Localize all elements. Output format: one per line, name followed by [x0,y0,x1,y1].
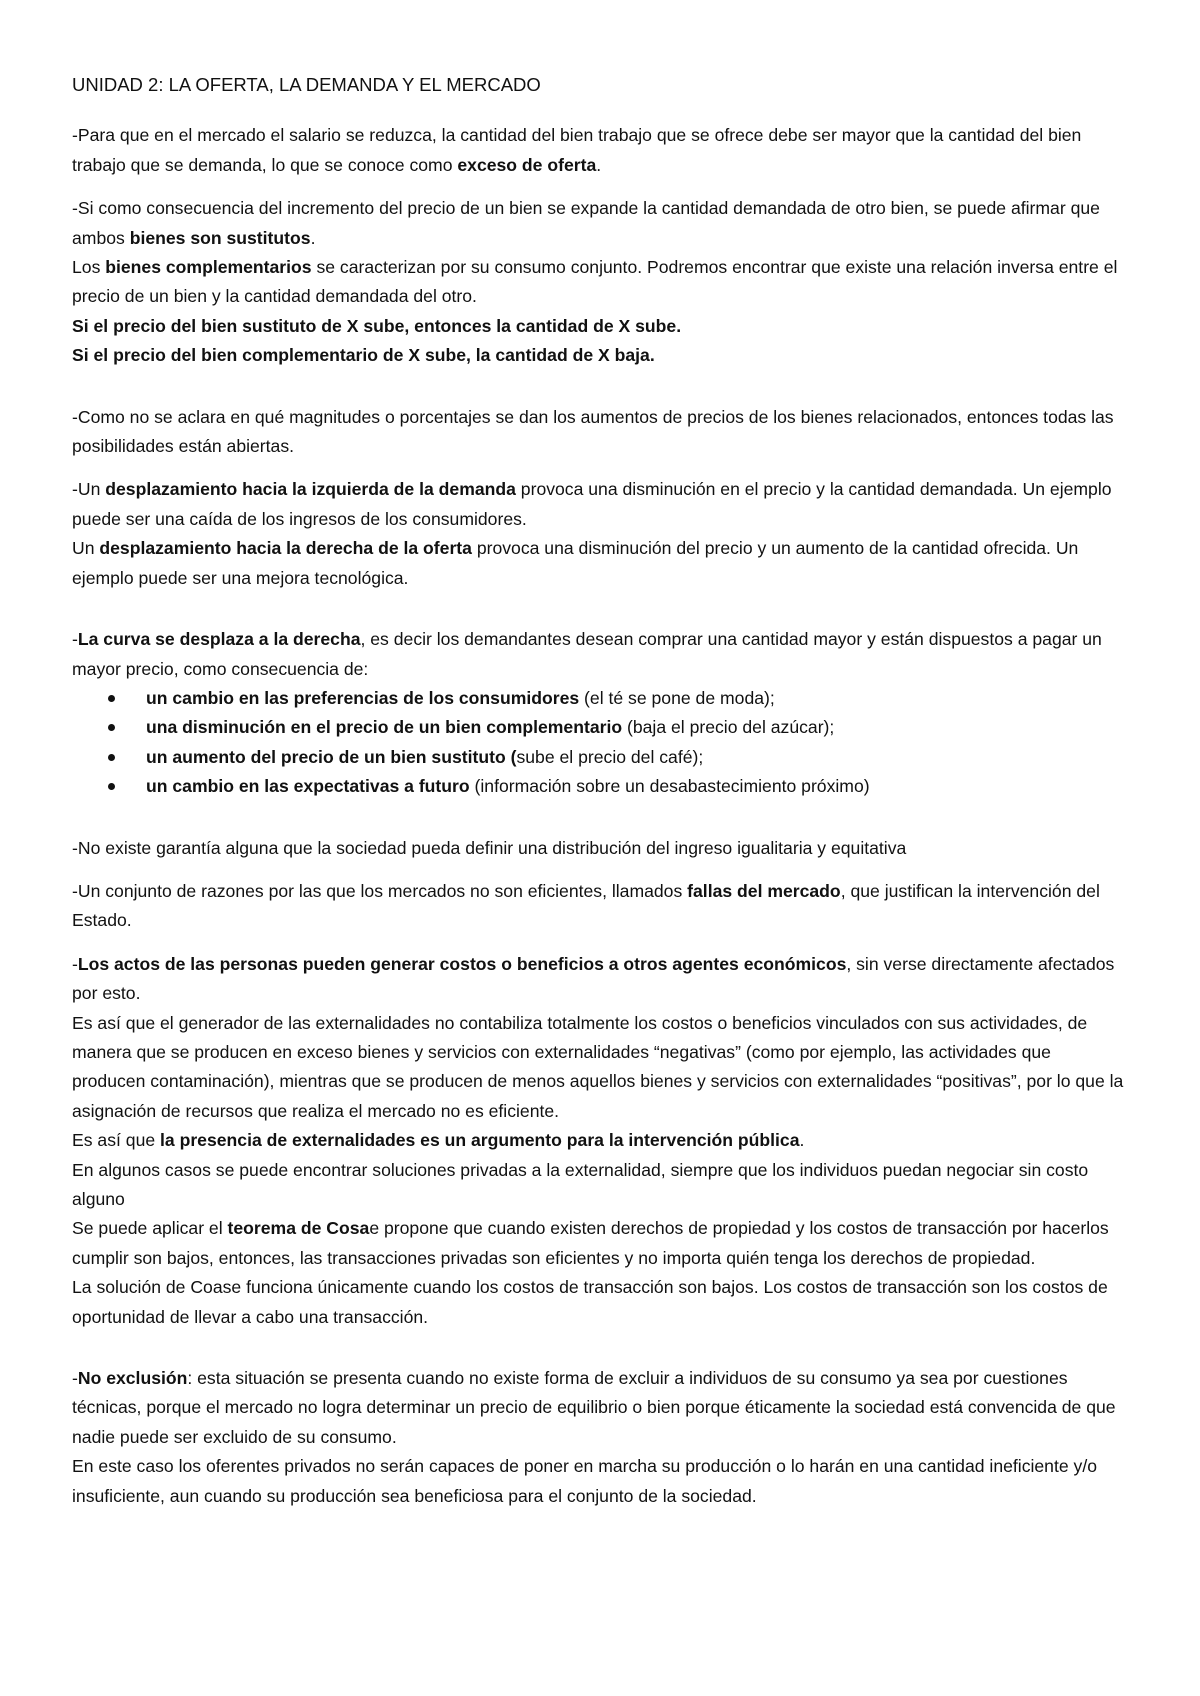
bold-term: un cambio en las preferencias de los consumidores [146,687,580,708]
bold-term: la presencia de externalidades es un argumento para la intervención pública [160,1130,800,1151]
text: - [72,953,78,974]
paragraph-intervencion-publica [72,1126,1128,1155]
paragraph-soluciones-privadas: En algunos casos se puede encontrar soluciones privadas a la externalidad, siempre que los individuos puedan negociar sin costo alguno [72,1159,1089,1209]
paragraph-complementarios [72,253,1128,312]
list-item [72,743,1128,772]
document-body [72,70,1128,1511]
paragraph-generador-externalidades: Es así que el generador de las externalidades no contabiliza totalmente los costos o beneficios vinculados con sus actividades, de manera que se producen en exceso bienes y servicios con externalidades “negativas” (como por ejemplo, las actividades que producen contaminación), mientras que se producen de menos aquellos bienes y servicios con externalidades “positivas”, por lo que la asignación de recursos que realiza el mercado no es eficiente. [72,1012,1124,1121]
paragraph-externalidades [72,950,1128,1009]
paragraph-no-exclusion [72,1364,1128,1452]
text: provoca una disminución en el precio y la cantidad demandada. Un ejemplo puede ser una caída de los ingresos de los consumidores. [72,479,1112,529]
bold-term: un aumento del precio de un bien sustituto ( [146,746,517,767]
list-item [72,684,1128,713]
bold-term: desplazamiento hacia la izquierda de la demanda [105,479,516,500]
text: . [310,227,316,248]
text: . [596,154,602,175]
bold-term: bienes complementarios [105,257,312,278]
bullet-list [72,684,1128,802]
bold-term: un cambio en las expectativas a futuro [146,776,470,797]
bold-term: La curva se desplaza a la derecha [77,629,361,650]
paragraph-desplazamiento-demanda [72,475,1128,534]
text: -Un [72,479,106,500]
paragraph-fallas-mercado [72,877,1128,936]
text: sube el precio del café); [516,746,704,767]
text: (información sobre un desabastecimiento próximo) [469,776,870,797]
text: Se puede aplicar el [72,1218,228,1239]
rule-complementario: Si el precio del bien complementario de X sube, la cantidad de X baja. [72,345,655,366]
bold-term: No exclusión [77,1368,188,1389]
paragraph-desplazamiento-oferta [72,534,1128,593]
bullet-icon [108,724,115,731]
text: . [799,1130,805,1151]
text: Es así que [72,1130,161,1151]
text: Un [72,538,100,559]
paragraph-solucion-coase: La solución de Coase funciona únicamente cuando los costos de transacción son bajos. Los costos de transacción son los costos de oportunidad de llevar a cabo una transacción. [72,1277,1108,1327]
bullet-icon [108,783,115,790]
bold-term: una disminución en el precio de un bien complementario [146,717,623,738]
bold-term: bienes son sustitutos [129,227,311,248]
paragraph-curva-derecha [72,625,1128,684]
paragraph-oferentes-privados: En este caso los oferentes privados no serán capaces de poner en marcha su producción o lo harán en una cantidad ineficiente y/o insuficiente, aun cuando su producción sea beneficiosa para el conjunto de la sociedad. [72,1456,1097,1506]
bullet-icon [108,695,115,702]
paragraph-teorema-coase [72,1214,1128,1273]
text: - [72,1368,78,1389]
text: e propone que cuando existen derechos de propiedad y los costos de transacción por hacerlos cumplir son bajos, entonces, las transacciones privadas son eficientes y no importa quién tenga los derechos de propiedad. [72,1218,1109,1268]
text: provoca una disminución del precio y un aumento de la cantidad ofrecida. Un ejemplo puede ser una mejora tecnológica. [72,538,1079,588]
bold-term: fallas del mercado [687,880,841,901]
paragraph-magnitudes: -Como no se aclara en qué magnitudes o porcentajes se dan los aumentos de precios de los bienes relacionados, entonces todas las posibilidades están abiertas. [72,406,1114,457]
paragraph-sustitutos [72,194,1128,253]
text: -Un conjunto de razones por las que los mercados no son eficientes, llamados [72,880,688,901]
bold-term: teorema de Cosa [227,1218,370,1239]
bold-term: desplazamiento hacia la derecha de la oferta [99,538,472,559]
text: , sin verse directamente afectados por esto. [72,953,1115,1004]
bullet-icon [108,754,115,761]
text: - [72,629,78,650]
bold-term: exceso de oferta [457,154,597,175]
text: , que justifican la intervención del Estado. [72,880,1100,931]
text: -Para que en el mercado el salario se reduzca, la cantidad del bien trabajo que se ofrece debe ser mayor que la cantidad del bien trabajo que se demanda, lo que se conoce como [72,125,1082,175]
paragraph-garantia: -No existe garantía alguna que la sociedad pueda definir una distribución del ingreso igualitaria y equitativa [72,837,907,858]
list-item [72,772,1128,801]
text: , es decir los demandantes desean comprar una cantidad mayor y están dispuestos a pagar un mayor precio, como consecuencia de: [72,629,1102,679]
bold-term: Los actos de las personas pueden generar costos o beneficios a otros agentes económicos [77,953,847,974]
document-title: UNIDAD 2: LA OFERTA, LA DEMANDA Y EL MERCADO [72,74,541,95]
paragraph-exceso-oferta [72,121,1128,180]
list-item [72,713,1128,742]
text: Los [72,257,106,278]
rule-sustituto: Si el precio del bien sustituto de X sube, entonces la cantidad de X sube. [72,315,682,336]
text: : esta situación se presenta cuando no existe forma de excluir a individuos de su consumo ya sea por cuestiones técnicas, porque el mercado no logra determinar un precio de equilibrio o bien porque éticamente la sociedad está convencida de que nadie puede ser excluido de su consumo. [72,1368,1116,1447]
text: -Si como consecuencia del incremento del precio de un bien se expande la cantidad demandada de otro bien, se puede afirmar que ambos [72,198,1100,248]
text: (baja el precio del azúcar); [622,717,835,738]
text: se caracterizan por su consumo conjunto. Podremos encontrar que existe una relación inversa entre el precio de un bien y la cantidad demandada del otro. [72,257,1118,307]
text: (el té se pone de moda); [579,687,775,708]
